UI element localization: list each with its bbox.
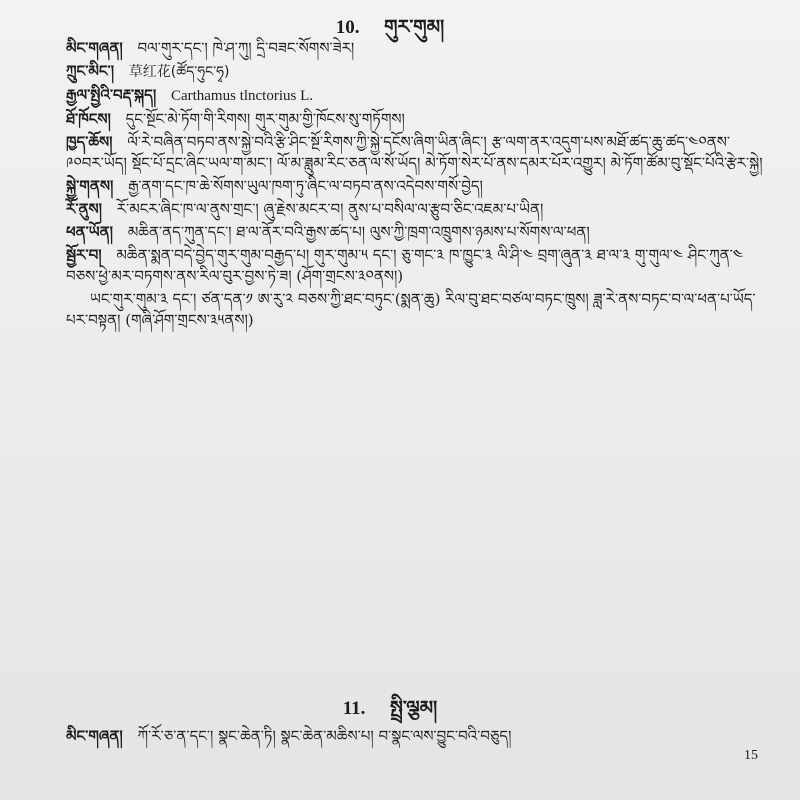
entry-field [66,38,766,59]
entry-field [66,132,766,174]
field-text: ཡང་གུར་གུམ་༣ དང་། ཙན་དན་༡ ཨ་རུ་༢ བཅས་ཀྱི་ཐང་བཏུང་(སྨན་ཆུ) རིལ་བུ་ཐང་བཙལ་བཏང་ཁྲུས། ཟླ་རེ་ནས་བཏང་བ་ལ་ཕན་པ་ཡོད་པར་བསྟན། (གཞི་ཤོག་གྲངས་༣༥ནས།) [66,290,756,329]
field-label: ཐོ་ཁོངས། [66,110,111,128]
field-label: མིང་གཞན། [66,727,123,745]
field-text: ལོ་རེ་བཞིན་བཏབ་ནས་སྐྱེ་བའི་རྩི་ཤིང་སྔོ་རིགས་ཀྱི་སྐྱེ་དངོས་ཞིག་ཡིན་ཞིང་། རྩ་ལག་ནར་འདུག་པས་མཐོ་ཚད་ཆུ་ཚད་༤༠ནས་༩༠བར་ཡོད། སྡོང་པོ་དྲང་ཞིང་ཡལ་ག་མང་། ལོ་མ་ཟླུམ་རིང་ཅན་ལ་སོ་ཡོད། མེ་ཏོག་སེར་པོ་ནས་དམར་པོར་འགྱུར། མེ་ཏོག་ཚོམ་བུ་སྡོང་པོའི་རྩེར་སྐྱེ། [66,133,763,172]
section-number: 11. [342,698,366,719]
section-body [66,726,766,749]
entry-continuation [66,289,766,331]
section-title: གུར་གུམ། [384,16,445,38]
field-text: རོ་མངར་ཞིང་ཁ་ལ་ནུས་གྲང་། ཞུ་རྗེས་མངར་བ། ནུས་པ་བསིལ་ལ་རྩུབ་ཅིང་འཇམ་པ་ཡིན། [116,200,544,218]
entry-field [66,245,766,287]
field-label: སྦྱོར་བ། [66,246,102,264]
entry-field [66,199,766,220]
section-number: 10. [335,17,360,38]
page-number: 15 [744,748,758,763]
field-label: སྐྱེ་གནས། [66,177,114,195]
field-text: དུང་སྔོང་མེ་ཏོག་གི་རིགས། གུར་གུམ་གྱི་ཁོངས་སུ་གཏོགས། [125,110,405,128]
field-text: 草红花(ཚོད་ཧུང་ཧྭ) [128,64,230,80]
field-text: མཆིན་ནད་ཀུན་དང་། ཐ་ལ་ནོར་བའི་རྒྱས་ཚད་པ། ལུས་ཀྱི་ཁྲག་འཁྲུགས་ཉམས་པ་སོགས་ལ་ཕན། [127,223,590,241]
entry-field [66,109,766,130]
entry-field [66,222,766,243]
field-label: ཀྲུང་མིང་། [66,62,115,80]
entry-field [66,85,766,107]
latin-name: Carthamus tlnctorius L. [170,88,314,104]
field-label: རྒྱལ་སྤྱིའི་བརྡ་སྐད། [66,86,157,104]
field-text: རྒྱ་ནག་དང་ཁ་ཆེ་སོགས་ཡུལ་ཁག་ཏུ་ཞིང་ལ་བཏབ་ནས་འདེབས་གསོ་བྱེད། [128,177,483,195]
entry-field [66,176,766,197]
field-label: རོ་ནུས། [66,200,102,218]
field-text: བལ་གུར་དང་། ཁེ་ཤ་ཀུ། དྲི་བཟང་སོགས་ཟེར། [137,39,355,57]
section-title: སྤྲི་ལྕམ། [390,697,438,719]
field-label: ཁྱད་ཆོས། [66,133,113,151]
field-label: མིང་གཞན། [66,39,123,57]
entry-field [66,61,766,83]
field-text: ཀོ་རོ་ཅ་ན་དང་། སྣང་ཆེན་ཏི། སྣང་ཆེན་མཆིས་པ། བ་སྣང་ལས་བྱུང་བའི་བཅུད། [137,727,512,745]
entry-field [66,726,766,747]
field-label: ཕན་ཡོན། [66,223,113,241]
section-body [66,38,766,333]
section-heading [0,693,780,723]
field-text: མཆིན་སྨན་བདེ་བྱེད་གུར་གུམ་བརྒྱད་པ། གུར་གུམ་༥ དང་། ཅུ་གང་༣ ཁ་ཁྱུང་༣ ལི་ཤི་༤ བྲག་ཞུན་༣ ཐ་ལ་༣ གུ་གུལ་༤ ཤིང་ཀུན་༤ བཅས་ཕྱེ་མར་བཏགས་ནས་རིལ་བུར་བྱས་ཏེ་ཟ། (ཤོག་གྲངས་༣༠ནས།) [66,246,744,285]
